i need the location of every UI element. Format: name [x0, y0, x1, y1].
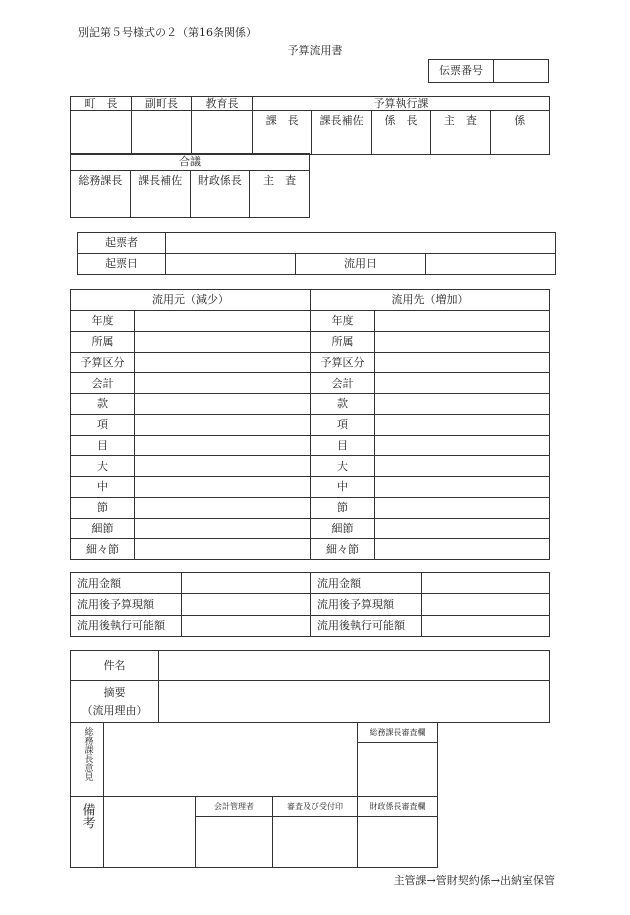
approval-stamp-staff[interactable]: 係	[490, 111, 549, 155]
subject-table	[70, 650, 550, 723]
source-row-label: 目	[71, 435, 135, 456]
transfer-row	[71, 373, 550, 394]
dest-row-label: 細々節	[311, 539, 375, 560]
transfer-date-label: 流用日	[296, 254, 426, 275]
drafter-label: 起票者	[78, 233, 166, 254]
dest-row-field[interactable]	[375, 435, 550, 456]
transfer-row	[71, 497, 550, 518]
amount-row	[71, 573, 550, 594]
council-stamp-inspector[interactable]: 主 査	[250, 171, 310, 218]
source-row-field[interactable]	[135, 456, 311, 477]
dest-row-field[interactable]	[375, 518, 550, 539]
summary-label	[71, 681, 159, 723]
accounting-manager-field[interactable]	[196, 817, 273, 868]
source-amount-field[interactable]	[182, 594, 311, 615]
drafter-table	[77, 232, 556, 275]
subject-name-label: 件名	[71, 651, 159, 681]
gm-review-label: 総務課長審査欄	[358, 723, 438, 743]
source-row-field[interactable]	[135, 518, 311, 539]
voucher-number-field[interactable]	[494, 60, 549, 83]
source-row-label: 大	[71, 456, 135, 477]
source-row-label: 年度	[71, 311, 135, 332]
source-amount-field[interactable]	[182, 573, 311, 594]
council-title: 合議	[71, 154, 310, 171]
dest-row-field[interactable]	[375, 539, 550, 560]
approval-stamp-inspector[interactable]: 主 査	[431, 111, 490, 155]
transfer-row	[71, 477, 550, 498]
dest-amount-field[interactable]	[422, 615, 550, 636]
transfer-dest-title: 流用先（増加）	[311, 290, 550, 311]
routing-footer: 主管課→管財契約係→出納室保管	[393, 874, 555, 887]
department-title: 予算執行課	[253, 97, 550, 111]
source-row-field[interactable]	[135, 497, 311, 518]
dest-row-label: 予算区分	[311, 352, 375, 373]
approval-table	[70, 96, 550, 155]
amount-row	[71, 615, 550, 636]
source-row-field[interactable]	[135, 477, 311, 498]
amounts-table	[70, 572, 550, 637]
drafter-field[interactable]	[166, 233, 556, 254]
dest-row-field[interactable]	[375, 414, 550, 435]
transfer-row	[71, 414, 550, 435]
transfer-row	[71, 394, 550, 415]
amount-row	[71, 594, 550, 615]
accounting-manager-label: 会計管理者	[196, 797, 273, 817]
approval-stamp-assistant-chief[interactable]: 課長補佐	[312, 111, 371, 155]
approval-label-mayor: 町 長	[71, 97, 132, 111]
finance-review-field[interactable]	[358, 817, 438, 868]
voucher-number-label: 伝票番号	[429, 60, 494, 83]
dest-amount-label: 流用後執行可能額	[311, 615, 422, 636]
summary-label-main: 摘要	[103, 686, 126, 700]
approval-label-deputy-mayor: 副町長	[132, 97, 192, 111]
remarks-field[interactable]	[104, 797, 196, 868]
council-stamp-finance-chief[interactable]: 財政係長	[190, 171, 250, 218]
receipt-stamp-label: 審査及び受付印	[273, 797, 358, 817]
dest-row-label: 中	[311, 477, 375, 498]
approval-stamp-unit-chief[interactable]: 係 長	[371, 111, 430, 155]
review-table	[70, 722, 438, 868]
dest-row-field[interactable]	[375, 352, 550, 373]
dest-row-field[interactable]	[375, 497, 550, 518]
source-row-field[interactable]	[135, 331, 311, 352]
approval-stamp-section-chief[interactable]: 課 長	[253, 111, 312, 155]
transfer-row	[71, 435, 550, 456]
approval-stamp-superintendent[interactable]	[192, 111, 253, 155]
dest-row-label: 所属	[311, 331, 375, 352]
voucher-number-table	[428, 59, 549, 83]
source-row-field[interactable]	[135, 539, 311, 560]
source-row-label: 予算区分	[71, 352, 135, 373]
dest-row-field[interactable]	[375, 311, 550, 332]
summary-label-sub: （流用理由）	[81, 703, 148, 717]
source-row-label: 款	[71, 394, 135, 415]
dest-row-label: 大	[311, 456, 375, 477]
dest-row-label: 節	[311, 497, 375, 518]
council-stamp-assistant-chief[interactable]: 課長補佐	[130, 171, 190, 218]
dest-row-field[interactable]	[375, 456, 550, 477]
council-stamp-general-affairs[interactable]: 総務課長	[71, 171, 131, 218]
transfer-source-title: 流用元（減少）	[71, 290, 311, 311]
summary-field[interactable]	[159, 681, 550, 723]
source-row-field[interactable]	[135, 435, 311, 456]
dest-row-label: 年度	[311, 311, 375, 332]
transfer-row	[71, 518, 550, 539]
dest-row-field[interactable]	[375, 373, 550, 394]
opinion-label: 総務課長意見	[82, 727, 93, 781]
transfer-row	[71, 331, 550, 352]
source-amount-field[interactable]	[182, 615, 311, 636]
approval-label-superintendent: 教育長	[192, 97, 253, 111]
source-row-field[interactable]	[135, 352, 311, 373]
subject-name-field[interactable]	[159, 651, 550, 681]
transfer-date-field[interactable]	[426, 254, 556, 275]
dest-row-label: 項	[311, 414, 375, 435]
receipt-stamp-field[interactable]	[273, 817, 358, 868]
remarks-label: 備考	[79, 803, 95, 829]
source-row-label: 細々節	[71, 539, 135, 560]
source-amount-label: 流用後執行可能額	[71, 615, 182, 636]
approval-stamp-mayor[interactable]	[71, 111, 132, 155]
transfer-row	[71, 311, 550, 332]
transfer-table	[70, 289, 550, 560]
source-row-label: 節	[71, 497, 135, 518]
transfer-row	[71, 539, 550, 560]
draft-date-field[interactable]	[166, 254, 296, 275]
council-table	[70, 153, 310, 218]
source-row-label: 所属	[71, 331, 135, 352]
page-title: 予算流用書	[287, 44, 343, 57]
approval-stamp-deputy-mayor[interactable]	[132, 111, 192, 155]
dest-amount-field[interactable]	[422, 573, 550, 594]
source-amount-label: 流用後予算現額	[71, 594, 182, 615]
dest-amount-field[interactable]	[422, 594, 550, 615]
transfer-row	[71, 352, 550, 373]
source-row-field[interactable]	[135, 311, 311, 332]
draft-date-label: 起票日	[78, 254, 166, 275]
dest-row-field[interactable]	[375, 477, 550, 498]
dest-amount-label: 流用金額	[311, 573, 422, 594]
gm-review-field[interactable]	[358, 743, 438, 797]
dest-row-label: 款	[311, 394, 375, 415]
source-row-label: 細節	[71, 518, 135, 539]
source-row-label: 項	[71, 414, 135, 435]
source-row-field[interactable]	[135, 394, 311, 415]
form-reference: 別記第５号様式の２（第16条関係）	[78, 26, 257, 39]
source-row-field[interactable]	[135, 373, 311, 394]
dest-row-label: 細節	[311, 518, 375, 539]
source-amount-label: 流用金額	[71, 573, 182, 594]
dest-row-label: 会計	[311, 373, 375, 394]
source-row-field[interactable]	[135, 414, 311, 435]
dest-row-label: 目	[311, 435, 375, 456]
source-row-label: 中	[71, 477, 135, 498]
transfer-row	[71, 456, 550, 477]
source-row-label: 会計	[71, 373, 135, 394]
dest-row-field[interactable]	[375, 394, 550, 415]
finance-review-label: 財政係長審査欄	[358, 797, 438, 817]
dest-amount-label: 流用後予算現額	[311, 594, 422, 615]
opinion-field[interactable]	[104, 723, 358, 797]
dest-row-field[interactable]	[375, 331, 550, 352]
